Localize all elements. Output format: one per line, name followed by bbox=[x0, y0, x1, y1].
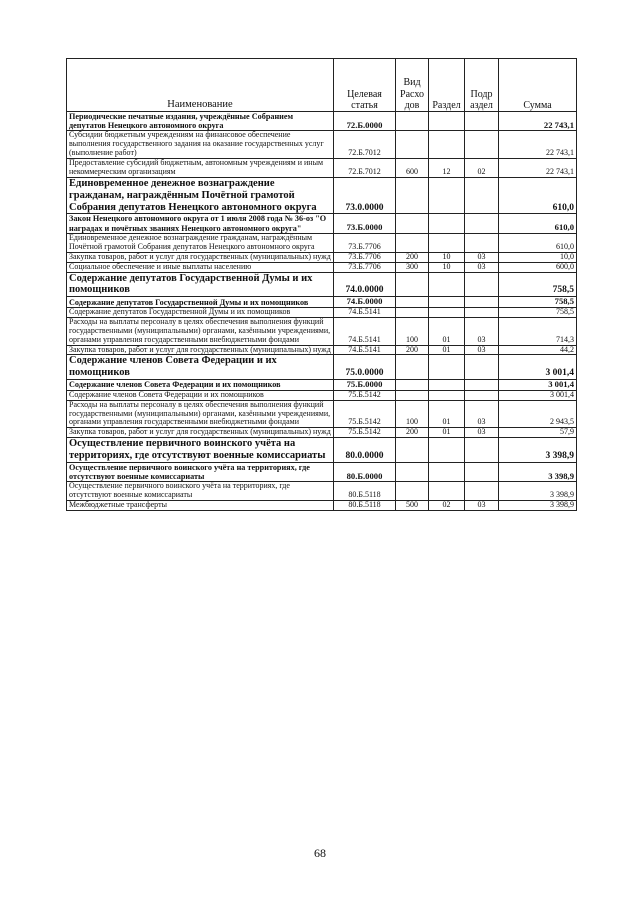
row-section bbox=[429, 214, 465, 233]
row-expense-type bbox=[396, 482, 429, 501]
header-name: Наименование bbox=[67, 59, 334, 112]
row-expense-type bbox=[396, 233, 429, 252]
table-row bbox=[67, 252, 577, 262]
row-name: Субсидии бюджетным учреждениям на финансовое обеспечение выполнения государственного задания на оказание государственных услуг (выполнение работ) bbox=[67, 131, 334, 159]
row-name: Закон Ненецкого автономного округа от 1 июля 2008 года № 36-оз "О наградах и почётных званиях Ненецкого автономного округа" bbox=[67, 214, 334, 233]
row-target-article: 80.Б.0000 bbox=[334, 462, 396, 481]
table-row bbox=[67, 462, 577, 481]
row-amount: 3 398,9 bbox=[499, 462, 577, 481]
row-amount: 3 398,9 bbox=[499, 438, 577, 463]
row-target-article: 74.0.0000 bbox=[334, 272, 396, 297]
row-name: Закупка товаров, работ и услуг для государственных (муниципальных) нужд bbox=[67, 252, 334, 262]
row-section bbox=[429, 482, 465, 501]
row-amount: 758,5 bbox=[499, 297, 577, 308]
row-target-article: 72.Б.7012 bbox=[334, 159, 396, 178]
row-section: 10 bbox=[429, 252, 465, 262]
row-subsection: 03 bbox=[465, 428, 499, 438]
row-section: 02 bbox=[429, 501, 465, 511]
table-row bbox=[67, 214, 577, 233]
row-target-article: 73.Б.7706 bbox=[334, 233, 396, 252]
row-expense-type bbox=[396, 307, 429, 317]
row-amount: 22 743,1 bbox=[499, 131, 577, 159]
row-amount: 3 001,4 bbox=[499, 355, 577, 380]
row-subsection: 02 bbox=[465, 159, 499, 178]
row-name: Единовременное денежное вознаграждение гражданам, награждённым Почётной грамотой Собрания депутатов Ненецкого автономного округа bbox=[67, 178, 334, 214]
row-section bbox=[429, 307, 465, 317]
row-target-article: 80.0.0000 bbox=[334, 438, 396, 463]
header-expense-type: Вид Расхо дов bbox=[396, 59, 429, 112]
row-subsection bbox=[465, 178, 499, 214]
table-header-row bbox=[67, 59, 577, 112]
row-subsection bbox=[465, 233, 499, 252]
row-expense-type bbox=[396, 112, 429, 131]
header-section: Раздел bbox=[429, 59, 465, 112]
table-row bbox=[67, 482, 577, 501]
row-section: 01 bbox=[429, 428, 465, 438]
row-subsection: 03 bbox=[465, 262, 499, 272]
row-name: Социальное обеспечение и иные выплаты населению bbox=[67, 262, 334, 272]
row-name: Единовременное денежное вознаграждение гражданам, награждённым Почётной грамотой Собрания депутатов Ненецкого автономного округа bbox=[67, 233, 334, 252]
row-subsection bbox=[465, 297, 499, 308]
row-expense-type: 200 bbox=[396, 428, 429, 438]
row-amount: 610,0 bbox=[499, 233, 577, 252]
row-subsection: 03 bbox=[465, 345, 499, 355]
row-subsection bbox=[465, 214, 499, 233]
row-expense-type: 200 bbox=[396, 345, 429, 355]
header-subsection: Подр аздел bbox=[465, 59, 499, 112]
row-target-article: 80.Б.5118 bbox=[334, 501, 396, 511]
row-target-article: 80.Б.5118 bbox=[334, 482, 396, 501]
row-expense-type bbox=[396, 297, 429, 308]
row-name: Содержание членов Совета Федерации и их помощников bbox=[67, 379, 334, 390]
row-name: Осуществление первичного воинского учёта на территориях, где отсутствуют военные комиссариаты bbox=[67, 462, 334, 481]
row-name: Содержание депутатов Государственной Думы и их помощников bbox=[67, 307, 334, 317]
row-name: Межбюджетные трансферты bbox=[67, 501, 334, 511]
row-expense-type: 100 bbox=[396, 400, 429, 428]
row-name: Содержание членов Совета Федерации и их помощников bbox=[67, 390, 334, 400]
header-amount: Сумма bbox=[499, 59, 577, 112]
row-section bbox=[429, 390, 465, 400]
row-subsection: 03 bbox=[465, 400, 499, 428]
row-amount: 22 743,1 bbox=[499, 112, 577, 131]
row-name: Осуществление первичного воинского учёта на территориях, где отсутствуют военные комиссариаты bbox=[67, 482, 334, 501]
row-section: 01 bbox=[429, 400, 465, 428]
table-row bbox=[67, 307, 577, 317]
row-target-article: 73.Б.0000 bbox=[334, 214, 396, 233]
row-amount: 2 943,5 bbox=[499, 400, 577, 428]
row-expense-type: 100 bbox=[396, 317, 429, 345]
row-section bbox=[429, 355, 465, 380]
table-row bbox=[67, 112, 577, 131]
table-row bbox=[67, 159, 577, 178]
row-expense-type bbox=[396, 390, 429, 400]
row-name: Периодические печатные издания, учреждённые Собранием депутатов Ненецкого автономного округа bbox=[67, 112, 334, 131]
row-expense-type: 600 bbox=[396, 159, 429, 178]
row-section: 10 bbox=[429, 262, 465, 272]
row-name: Расходы на выплаты персоналу в целях обеспечения выполнения функций государственными (муниципальными) органами, казёнными учреждениями, органами управления государственными внебюджетными фондами bbox=[67, 400, 334, 428]
row-amount: 3 398,9 bbox=[499, 482, 577, 501]
row-amount: 758,5 bbox=[499, 307, 577, 317]
table-row bbox=[67, 262, 577, 272]
row-subsection: 03 bbox=[465, 252, 499, 262]
row-section bbox=[429, 379, 465, 390]
row-subsection bbox=[465, 355, 499, 380]
row-expense-type bbox=[396, 272, 429, 297]
row-expense-type: 200 bbox=[396, 252, 429, 262]
row-amount: 57,9 bbox=[499, 428, 577, 438]
row-expense-type bbox=[396, 178, 429, 214]
table-row bbox=[67, 297, 577, 308]
table-row bbox=[67, 233, 577, 252]
row-target-article: 74.Б.5141 bbox=[334, 345, 396, 355]
row-subsection bbox=[465, 379, 499, 390]
row-expense-type bbox=[396, 438, 429, 463]
table-row bbox=[67, 131, 577, 159]
row-amount: 3 398,9 bbox=[499, 501, 577, 511]
table-row bbox=[67, 428, 577, 438]
row-subsection bbox=[465, 390, 499, 400]
row-subsection bbox=[465, 307, 499, 317]
row-subsection: 03 bbox=[465, 317, 499, 345]
budget-table bbox=[66, 58, 577, 511]
row-section bbox=[429, 462, 465, 481]
row-section bbox=[429, 131, 465, 159]
page-number: 68 bbox=[314, 846, 326, 860]
row-amount: 610,0 bbox=[499, 178, 577, 214]
row-target-article: 75.Б.5142 bbox=[334, 400, 396, 428]
row-section bbox=[429, 178, 465, 214]
row-expense-type bbox=[396, 462, 429, 481]
table-row bbox=[67, 400, 577, 428]
row-section: 12 bbox=[429, 159, 465, 178]
row-name: Содержание членов Совета Федерации и их помощников bbox=[67, 355, 334, 380]
row-target-article: 72.Б.0000 bbox=[334, 112, 396, 131]
row-target-article: 74.Б.5141 bbox=[334, 307, 396, 317]
row-subsection bbox=[465, 131, 499, 159]
row-section bbox=[429, 233, 465, 252]
table-row bbox=[67, 178, 577, 214]
row-target-article: 74.Б.0000 bbox=[334, 297, 396, 308]
row-expense-type: 500 bbox=[396, 501, 429, 511]
row-name: Расходы на выплаты персоналу в целях обеспечения выполнения функций государственными (муниципальными) органами, казёнными учреждениями, органами управления государственными внебюджетными фондами bbox=[67, 317, 334, 345]
row-target-article: 75.Б.5142 bbox=[334, 390, 396, 400]
row-target-article: 75.0.0000 bbox=[334, 355, 396, 380]
row-subsection bbox=[465, 462, 499, 481]
table-row bbox=[67, 438, 577, 463]
row-amount: 3 001,4 bbox=[499, 379, 577, 390]
row-name: Предоставление субсидий бюджетным, автономным учреждениям и иным некоммерческим организациям bbox=[67, 159, 334, 178]
row-section bbox=[429, 438, 465, 463]
row-amount: 22 743,1 bbox=[499, 159, 577, 178]
row-amount: 758,5 bbox=[499, 272, 577, 297]
row-section bbox=[429, 112, 465, 131]
row-expense-type bbox=[396, 379, 429, 390]
row-target-article: 73.0.0000 bbox=[334, 178, 396, 214]
row-name: Содержание депутатов Государственной Думы и их помощников bbox=[67, 297, 334, 308]
table-row bbox=[67, 345, 577, 355]
row-target-article: 74.Б.5141 bbox=[334, 317, 396, 345]
table-row bbox=[67, 317, 577, 345]
row-subsection bbox=[465, 272, 499, 297]
row-target-article: 75.Б.5142 bbox=[334, 428, 396, 438]
row-subsection: 03 bbox=[465, 501, 499, 511]
row-subsection bbox=[465, 438, 499, 463]
row-amount: 3 001,4 bbox=[499, 390, 577, 400]
header-target-article: Целевая статья bbox=[334, 59, 396, 112]
row-amount: 600,0 bbox=[499, 262, 577, 272]
row-amount: 610,0 bbox=[499, 214, 577, 233]
row-target-article: 72.Б.7012 bbox=[334, 131, 396, 159]
table-body bbox=[67, 112, 577, 511]
row-subsection bbox=[465, 112, 499, 131]
row-target-article: 73.Б.7706 bbox=[334, 252, 396, 262]
row-section bbox=[429, 297, 465, 308]
table-row bbox=[67, 501, 577, 511]
row-amount: 10,0 bbox=[499, 252, 577, 262]
row-name: Закупка товаров, работ и услуг для государственных (муниципальных) нужд bbox=[67, 428, 334, 438]
row-name: Закупка товаров, работ и услуг для государственных (муниципальных) нужд bbox=[67, 345, 334, 355]
row-name: Содержание депутатов Государственной Думы и их помощников bbox=[67, 272, 334, 297]
row-expense-type bbox=[396, 355, 429, 380]
row-expense-type bbox=[396, 131, 429, 159]
row-section: 01 bbox=[429, 317, 465, 345]
table-row bbox=[67, 379, 577, 390]
row-expense-type bbox=[396, 214, 429, 233]
row-section bbox=[429, 272, 465, 297]
row-expense-type: 300 bbox=[396, 262, 429, 272]
row-amount: 714,3 bbox=[499, 317, 577, 345]
row-target-article: 75.Б.0000 bbox=[334, 379, 396, 390]
table-row bbox=[67, 272, 577, 297]
row-name: Осуществление первичного воинского учёта на территориях, где отсутствуют военные комиссариаты bbox=[67, 438, 334, 463]
row-target-article: 73.Б.7706 bbox=[334, 262, 396, 272]
table-row bbox=[67, 355, 577, 380]
row-section: 01 bbox=[429, 345, 465, 355]
row-amount: 44,2 bbox=[499, 345, 577, 355]
row-subsection bbox=[465, 482, 499, 501]
table-row bbox=[67, 390, 577, 400]
